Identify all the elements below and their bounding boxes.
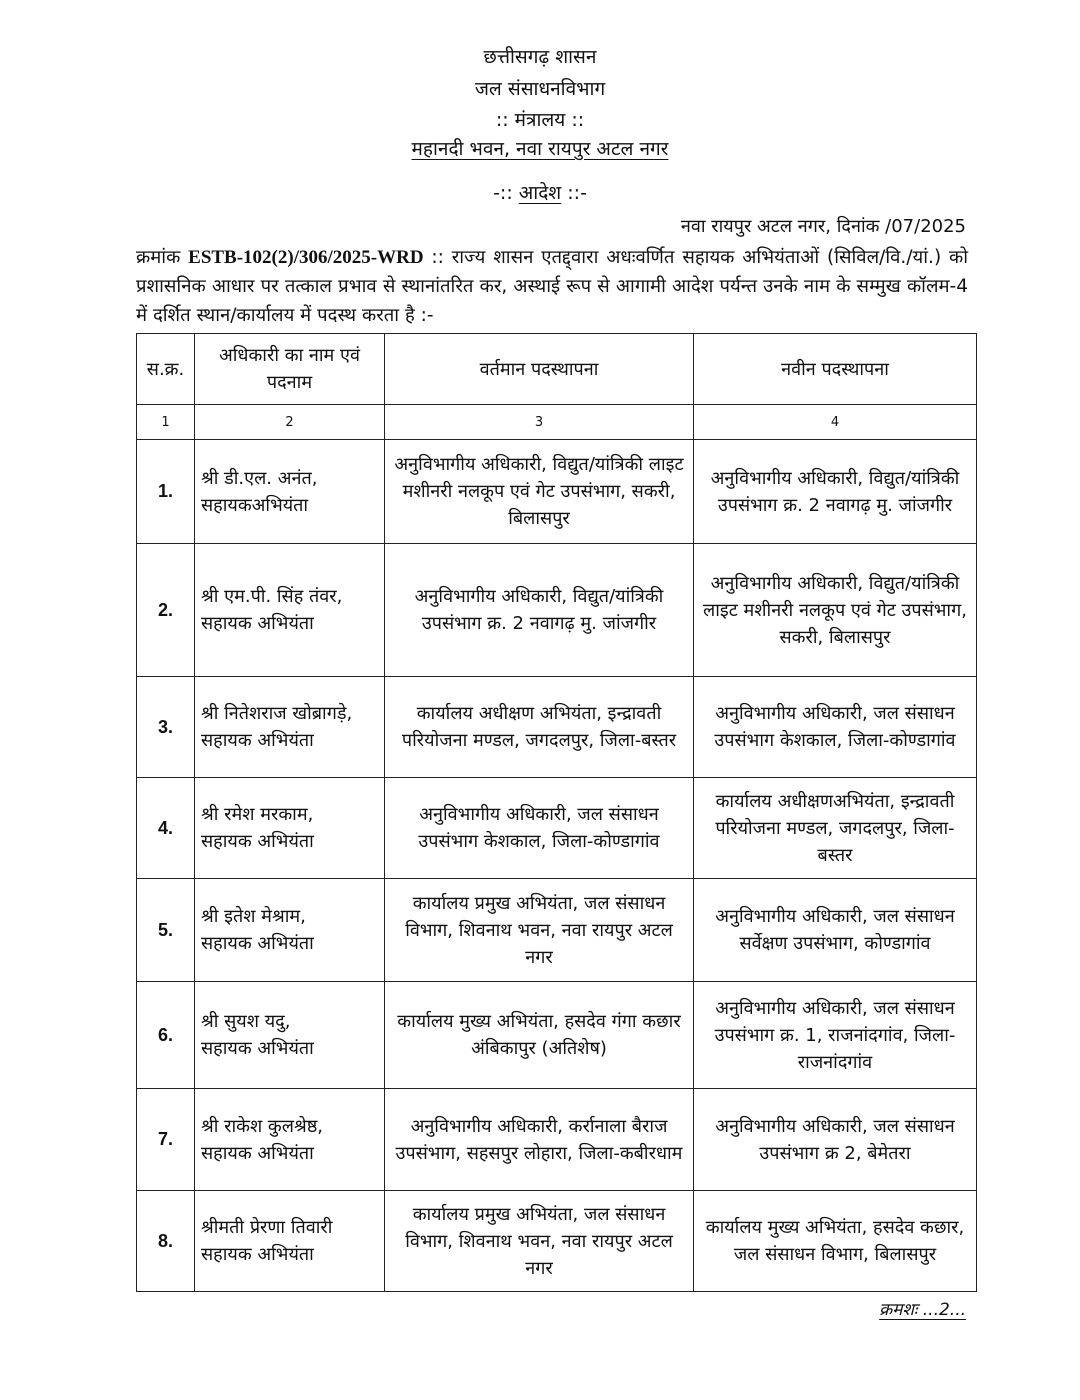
column-number: 2 (195, 405, 385, 440)
header-new-posting: नवीन पदस्थापना (694, 334, 977, 405)
officer-name: श्री इतेश मेश्राम, (201, 906, 306, 927)
current-posting: कार्यालय अधीक्षण अभियंता, इन्द्रावती परियोजना मण्डल, जगदलपुर, जिला-बस्तर (385, 677, 694, 778)
order-number: ESTB-102(2)/306/2025-WRD (188, 247, 424, 268)
order-label: क्रमांक (136, 247, 181, 268)
serial-number: 4. (137, 778, 195, 879)
officer-designation: सहायक अभियंता (201, 613, 314, 634)
officer-cell (195, 778, 385, 879)
serial-number: 2. (137, 544, 195, 677)
current-posting: अनुविभागीय अधिकारी, विद्युत/यांत्रिकी लाइट मशीनरी नलकूप एवं गेट उपसंभाग, सकरी, बिलासपुर (385, 440, 694, 544)
officer-cell (195, 1089, 385, 1191)
current-posting: अनुविभागीय अधिकारी, विद्युत/यांत्रिकी उपसंभाग क्र. 2 नवागढ़ मु. जांजगीर (385, 544, 694, 677)
new-posting: अनुविभागीय अधिकारी, जल संसाधन सर्वेक्षण उपसंभाग, कोण्डागांव (694, 879, 977, 982)
officer-cell (195, 879, 385, 982)
new-posting: अनुविभागीय अधिकारी, जल संसाधन उपसंभाग क्र 2, बेमेतरा (694, 1089, 977, 1191)
table-row (137, 778, 977, 879)
current-posting: कार्यालय प्रमुख अभियंता, जल संसाधन विभाग, शिवनाथ भवन, नवा रायपुर अटल नगर (385, 1191, 694, 1292)
officer-name: श्री राकेश कुलश्रेष्ठ, (201, 1115, 324, 1137)
officer-designation: सहायक अभियंता (201, 1142, 314, 1164)
table-row (137, 440, 977, 544)
new-posting: कार्यालय मुख्य अभियंता, हसदेव कछार, जल संसाधन विभाग, बिलासपुर (694, 1191, 977, 1292)
officer-designation: सहायक अभियंता (201, 730, 314, 751)
officer-cell (195, 677, 385, 778)
new-posting: अनुविभागीय अधिकारी, विद्युत/यांत्रिकी उपसंभाग क्र. 2 नवागढ़ मु. जांजगीर (694, 440, 977, 544)
order-paragraph (136, 243, 968, 330)
order-text: :: राज्य शासन एतद्द्वारा अधःवर्णित सहायक अभियंताओं (सिविल/वि./यां.) को प्रशासनिक आधार पर तत्काल प्रभाव से स्थानांतरित कर, अस्थाई रूप से आगामी आदेश पर्यन्त उनके नाम के सम्मुख कॉलम-4 में दर्शित स्थान/कार्यालय में पदस्थ करता है :- (136, 247, 969, 326)
date-line: नवा रायपुर अटल नगर, दिनांक /07/2025 (680, 216, 966, 237)
header-current-posting: वर्तमान पदस्थापना (385, 334, 694, 405)
order-heading-suffix: ::- (567, 182, 587, 204)
order-heading-title: आदेश (518, 182, 562, 204)
transfer-table (136, 333, 977, 1292)
header-serial: स.क्र. (137, 334, 195, 405)
table-row (137, 1191, 977, 1292)
new-posting: अनुविभागीय अधिकारी, विद्युत/यांत्रिकी लाइट मशीनरी नलकूप एवं गेट उपसंभाग, सकरी, बिलासपुर (694, 544, 977, 677)
new-posting: कार्यालय अधीक्षणअभियंता, इन्द्रावती परियोजना मण्डल, जगदलपुर, जिला-बस्तर (694, 778, 977, 879)
officer-cell (195, 1191, 385, 1292)
officer-designation: सहायकअभियंता (201, 494, 309, 516)
table-row (137, 879, 977, 982)
officer-designation: सहायक अभियंता (201, 933, 314, 954)
officer-cell (195, 440, 385, 544)
header-address: महानदी भवन, नवा रायपुर अटल नगर (411, 138, 669, 160)
officer-designation: सहायक अभियंता (201, 1038, 314, 1059)
officer-designation: सहायक अभियंता (201, 831, 314, 852)
order-heading (0, 184, 1080, 203)
header-department: जल संसाधनविभाग (474, 78, 606, 100)
new-posting: अनुविभागीय अधिकारी, जल संसाधन उपसंभाग केशकाल, जिला-कोण्डागांव (694, 677, 977, 778)
new-posting: अनुविभागीय अधिकारी, जल संसाधन उपसंभाग क्र. 1, राजनांदगांव, जिला-राजनांदगांव (694, 982, 977, 1089)
table-row (137, 544, 977, 677)
serial-number: 5. (137, 879, 195, 982)
officer-name: श्रीमती प्रेरणा तिवारी (201, 1217, 333, 1238)
column-number: 3 (385, 405, 694, 440)
table-row (137, 677, 977, 778)
header-government: छत्तीसगढ़ शासन (483, 46, 597, 68)
officer-name: श्री एम.पी. सिंह तंवर, (201, 586, 343, 607)
serial-number: 3. (137, 677, 195, 778)
column-number-row (137, 405, 977, 440)
table-row (137, 1089, 977, 1191)
column-number: 4 (694, 405, 977, 440)
officer-name: श्री रमेश मरकाम, (201, 804, 314, 825)
current-posting: कार्यालय मुख्य अभियंता, हसदेव गंगा कछार अंबिकापुर (अतिशेष) (385, 982, 694, 1089)
serial-number: 1. (137, 440, 195, 544)
serial-number: 7. (137, 1089, 195, 1191)
officer-name: श्री डी.एल. अनंत, (201, 467, 318, 489)
serial-number: 8. (137, 1191, 195, 1292)
table-row (137, 982, 977, 1089)
table-header-row (137, 334, 977, 405)
officer-designation: सहायक अभियंता (201, 1244, 314, 1265)
current-posting: अनुविभागीय अधिकारी, जल संसाधन उपसंभाग केशकाल, जिला-कोण्डागांव (385, 778, 694, 879)
officer-cell (195, 544, 385, 677)
header-officer: अधिकारी का नाम एवं पदनाम (195, 334, 385, 405)
current-posting: कार्यालय प्रमुख अभियंता, जल संसाधन विभाग, शिवनाथ भवन, नवा रायपुर अटल नगर (385, 879, 694, 982)
order-heading-prefix: -:: (493, 182, 513, 204)
current-posting: अनुविभागीय अधिकारी, कर्रानाला बैराज उपसंभाग, सहसपुर लोहारा, जिला-कबीरधाम (385, 1089, 694, 1191)
continuation-note: क्रमशः ...2... (879, 1300, 966, 1320)
serial-number: 6. (137, 982, 195, 1089)
officer-cell (195, 982, 385, 1089)
officer-name: श्री सुयश यदु, (201, 1011, 291, 1032)
officer-name: श्री नितेशराज खोब्रागड़े, (201, 703, 353, 724)
column-number: 1 (137, 405, 195, 440)
header-ministry: :: मंत्रालय :: (495, 109, 585, 131)
